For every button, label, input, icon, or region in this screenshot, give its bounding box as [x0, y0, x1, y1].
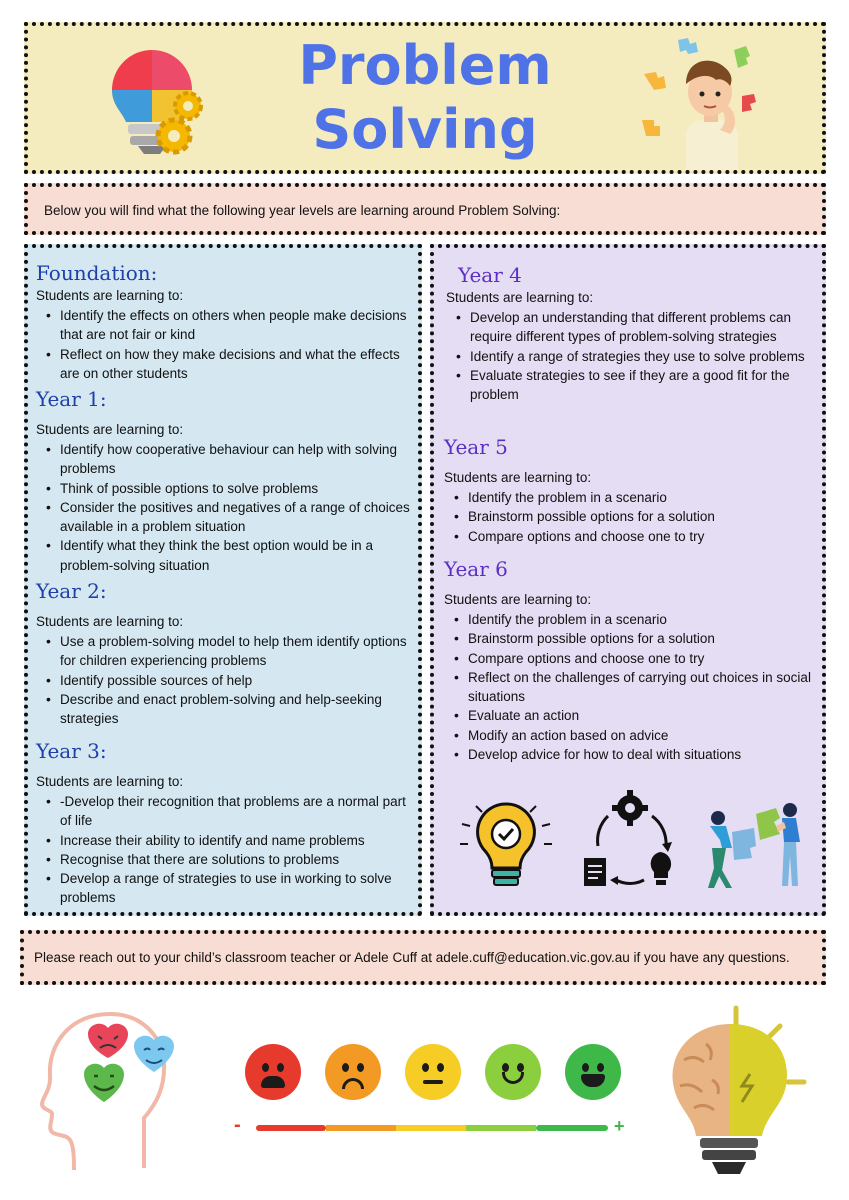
- scale-plus-label: +: [614, 1116, 625, 1136]
- list-item: • Describe and enact problem-solving and help-seeking strategies: [36, 690, 416, 729]
- sad-face-icon: [325, 1044, 381, 1100]
- list-item: • Brainstorm possible options for a solution: [444, 629, 818, 648]
- scale-bar-orange: [326, 1125, 396, 1131]
- list-item: • -Develop their recognition that problems are a normal part of life: [36, 792, 416, 831]
- section-year-5: [444, 434, 818, 546]
- section-year-3: [36, 738, 416, 908]
- thinking-person-icon: [634, 34, 774, 170]
- list-item: • Reflect on the challenges of carrying out choices in social situations: [444, 668, 818, 707]
- scale-bar-yellow: [396, 1125, 466, 1131]
- scale-bar-lightgreen: [466, 1125, 536, 1131]
- process-cycle-icon: [580, 788, 680, 892]
- section-lead: Students are learning to:: [446, 290, 594, 305]
- puzzle-lightbulb-icon: [92, 40, 212, 160]
- section-lead: Students are learning to:: [36, 422, 184, 437]
- section-heading: Year 3:: [36, 739, 107, 763]
- section-year-1: [36, 386, 416, 575]
- header-banner: [24, 22, 826, 174]
- title-line-2: Solving: [312, 98, 538, 161]
- section-lead: Students are learning to:: [444, 592, 592, 607]
- list-item: • Evaluate an action: [444, 706, 818, 725]
- section-lead: Students are learning to:: [36, 774, 184, 789]
- points-list: [446, 308, 818, 404]
- points-list: [444, 488, 818, 546]
- title-line-1: Problem: [298, 34, 552, 97]
- lightbulb-check-icon: [456, 794, 556, 894]
- list-item: • Identify what they think the best option would be in a problem-solving situation: [36, 536, 416, 575]
- list-item: • Develop advice for how to deal with situations: [444, 745, 818, 764]
- list-item: • Identify how cooperative behaviour can help with solving problems: [36, 440, 416, 479]
- section-heading: Year 2:: [36, 579, 107, 603]
- brain-lightbulb-icon: [654, 1004, 814, 1180]
- teamwork-puzzle-icon: [692, 796, 812, 896]
- points-list: [36, 306, 416, 383]
- contact-note: [20, 930, 826, 985]
- list-item: • Identify the problem in a scenario: [444, 610, 818, 629]
- section-year-6: [444, 556, 818, 764]
- scale-bar-green: [536, 1125, 608, 1131]
- list-item: • Increase their ability to identify and name problems: [36, 831, 416, 850]
- list-item: • Identify possible sources of help: [36, 671, 416, 690]
- section-foundation: [36, 260, 416, 383]
- contact-text: Please reach out to your child’s classroom teacher or Adele Cuff at adele.cuff@education.vic.gov.au if you have any questions.: [34, 950, 790, 965]
- list-item: • Develop a range of strategies to use in working to solve problems: [36, 869, 416, 908]
- intro-banner: [24, 183, 826, 235]
- neutral-face-icon: [405, 1044, 461, 1100]
- list-item: • Modify an action based on advice: [444, 726, 818, 745]
- section-lead: Students are learning to:: [36, 288, 184, 303]
- list-item: • Identify the effects on others when people make decisions that are not fair or kind: [36, 306, 416, 345]
- points-list: [444, 610, 818, 764]
- list-item: • Brainstorm possible options for a solution: [444, 507, 818, 526]
- left-column: [24, 244, 422, 916]
- head-emotions-icon: [40, 1004, 200, 1174]
- section-heading: Year 4: [458, 263, 522, 287]
- section-heading: Foundation:: [36, 261, 158, 285]
- section-year-4: [446, 262, 818, 404]
- list-item: • Evaluate strategies to see if they are a good fit for the problem: [446, 366, 818, 405]
- list-item: • Consider the positives and negatives of a range of choices available in a problem situation: [36, 498, 416, 537]
- list-item: • Identify a range of strategies they use to solve problems: [446, 347, 818, 366]
- scale-bar-red: [256, 1125, 326, 1131]
- list-item: • Identify the problem in a scenario: [444, 488, 818, 507]
- points-list: [36, 792, 416, 908]
- list-item: • Think of possible options to solve problems: [36, 479, 416, 498]
- section-year-2: [36, 578, 416, 728]
- section-heading: Year 6: [444, 557, 508, 581]
- scale-minus-label: -: [234, 1114, 241, 1136]
- section-lead: Students are learning to:: [444, 470, 592, 485]
- very-happy-face-icon: [565, 1044, 621, 1100]
- list-item: • Compare options and choose one to try: [444, 649, 818, 668]
- points-list: [36, 632, 416, 728]
- points-list: [36, 440, 416, 575]
- section-heading: Year 5: [444, 435, 508, 459]
- intro-text: Below you will find what the following year levels are learning around Problem Solving:: [44, 203, 561, 218]
- section-lead: Students are learning to:: [36, 614, 184, 629]
- section-heading: Year 1:: [36, 387, 107, 411]
- list-item: • Compare options and choose one to try: [444, 527, 818, 546]
- happy-face-icon: [485, 1044, 541, 1100]
- list-item: • Reflect on how they make decisions and what the effects are on other students: [36, 345, 416, 384]
- very-upset-face-icon: [245, 1044, 301, 1100]
- list-item: • Recognise that there are solutions to problems: [36, 850, 416, 869]
- list-item: • Use a problem-solving model to help them identify options for children experiencing problems: [36, 632, 416, 671]
- list-item: • Develop an understanding that different problems can require different types of problem-solving strategies: [446, 308, 818, 347]
- right-column: [430, 244, 826, 916]
